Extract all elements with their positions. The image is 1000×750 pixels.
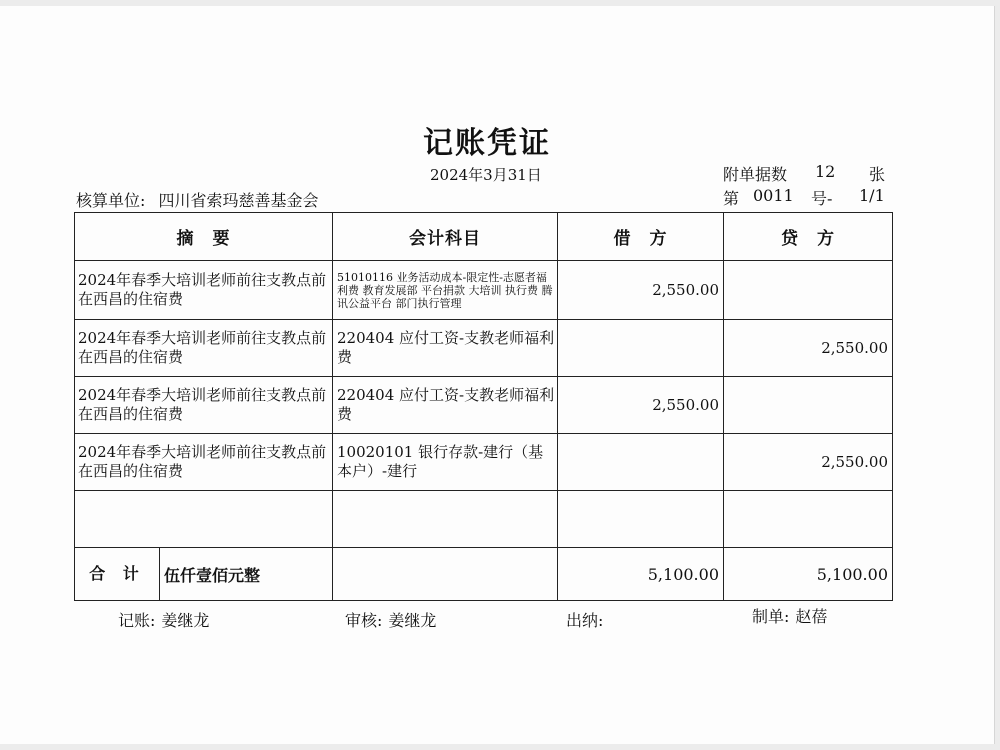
blank-cell <box>558 491 724 548</box>
total-debit: 5,100.00 <box>558 548 724 601</box>
row-credit: 2,550.00 <box>724 434 893 491</box>
row-debit: 2,550.00 <box>558 261 724 320</box>
total-account-cell <box>333 548 558 601</box>
header-credit: 贷 方 <box>724 213 893 261</box>
blank-cell <box>333 491 558 548</box>
voucher-sheet <box>0 6 995 744</box>
total-label: 合 计 <box>75 548 160 600</box>
accounting-unit-name: 四川省索玛慈善基金会 <box>158 191 319 210</box>
row-summary: 2024年春季大培训老师前往支教点前在西昌的住宿费 <box>75 377 333 434</box>
header-debit: 借 方 <box>558 213 724 261</box>
blank-cell <box>75 491 333 548</box>
table-row <box>75 434 893 491</box>
table-row <box>75 377 893 434</box>
voucher-number-suffix: 号- <box>811 189 833 208</box>
voucher-table <box>74 212 893 601</box>
voucher-number-prefix: 第 <box>723 189 740 208</box>
preparer-name: 赵蓓 <box>795 607 828 626</box>
bookkeeper <box>118 608 209 631</box>
voucher-number-value: 0011 <box>753 186 794 205</box>
row-credit: 2,550.00 <box>724 320 893 377</box>
row-debit: 2,550.00 <box>558 377 724 434</box>
total-credit: 5,100.00 <box>724 548 893 601</box>
attachment-number: 12 <box>815 162 836 181</box>
row-debit <box>558 434 724 491</box>
total-in-words: 伍仟壹佰元整 <box>164 565 261 585</box>
header-account: 会计科目 <box>333 213 558 261</box>
preparer <box>752 604 827 627</box>
reviewer-label: 审核: <box>345 611 383 630</box>
voucher-page: 1/1 <box>859 186 885 205</box>
cashier-label: 出纳: <box>566 611 604 630</box>
total-row <box>75 548 893 601</box>
attachment-count <box>723 162 886 185</box>
row-account: 51010116 业务活动成本-限定性-志愿者福利费 教育发展部 平台捐款 大培训 执行费 腾讯公益平台 部门执行管理 <box>333 261 558 320</box>
row-debit <box>558 320 724 377</box>
total-label-cell <box>75 548 333 601</box>
reviewer-name: 姜继龙 <box>388 611 437 630</box>
accounting-unit <box>76 188 319 211</box>
attachment-unit: 张 <box>869 165 886 184</box>
row-credit <box>724 261 893 320</box>
blank-row <box>75 491 893 548</box>
preparer-label: 制单: <box>752 607 790 626</box>
bookkeeper-label: 记账: <box>118 611 156 630</box>
row-summary: 2024年春季大培训老师前往支教点前在西昌的住宿费 <box>75 434 333 491</box>
row-credit <box>724 377 893 434</box>
row-summary: 2024年春季大培训老师前往支教点前在西昌的住宿费 <box>75 261 333 320</box>
voucher-title: 记账凭证 <box>423 126 551 161</box>
table-header-row <box>75 213 893 261</box>
row-account: 220404 应付工资-支教老师福利费 <box>333 320 558 377</box>
row-account: 220404 应付工资-支教老师福利费 <box>333 377 558 434</box>
header-summary: 摘 要 <box>75 213 333 261</box>
attachment-label: 附单据数 <box>723 165 788 184</box>
voucher-date: 2024年3月31日 <box>430 166 542 184</box>
accounting-unit-label: 核算单位: <box>76 191 146 210</box>
blank-cell <box>724 491 893 548</box>
row-summary: 2024年春季大培训老师前往支教点前在西昌的住宿费 <box>75 320 333 377</box>
bookkeeper-name: 姜继龙 <box>161 611 210 630</box>
cashier <box>566 608 609 631</box>
table-row <box>75 261 893 320</box>
table-row <box>75 320 893 377</box>
reviewer <box>345 608 436 631</box>
row-account: 10020101 银行存款-建行（基本户）-建行 <box>333 434 558 491</box>
